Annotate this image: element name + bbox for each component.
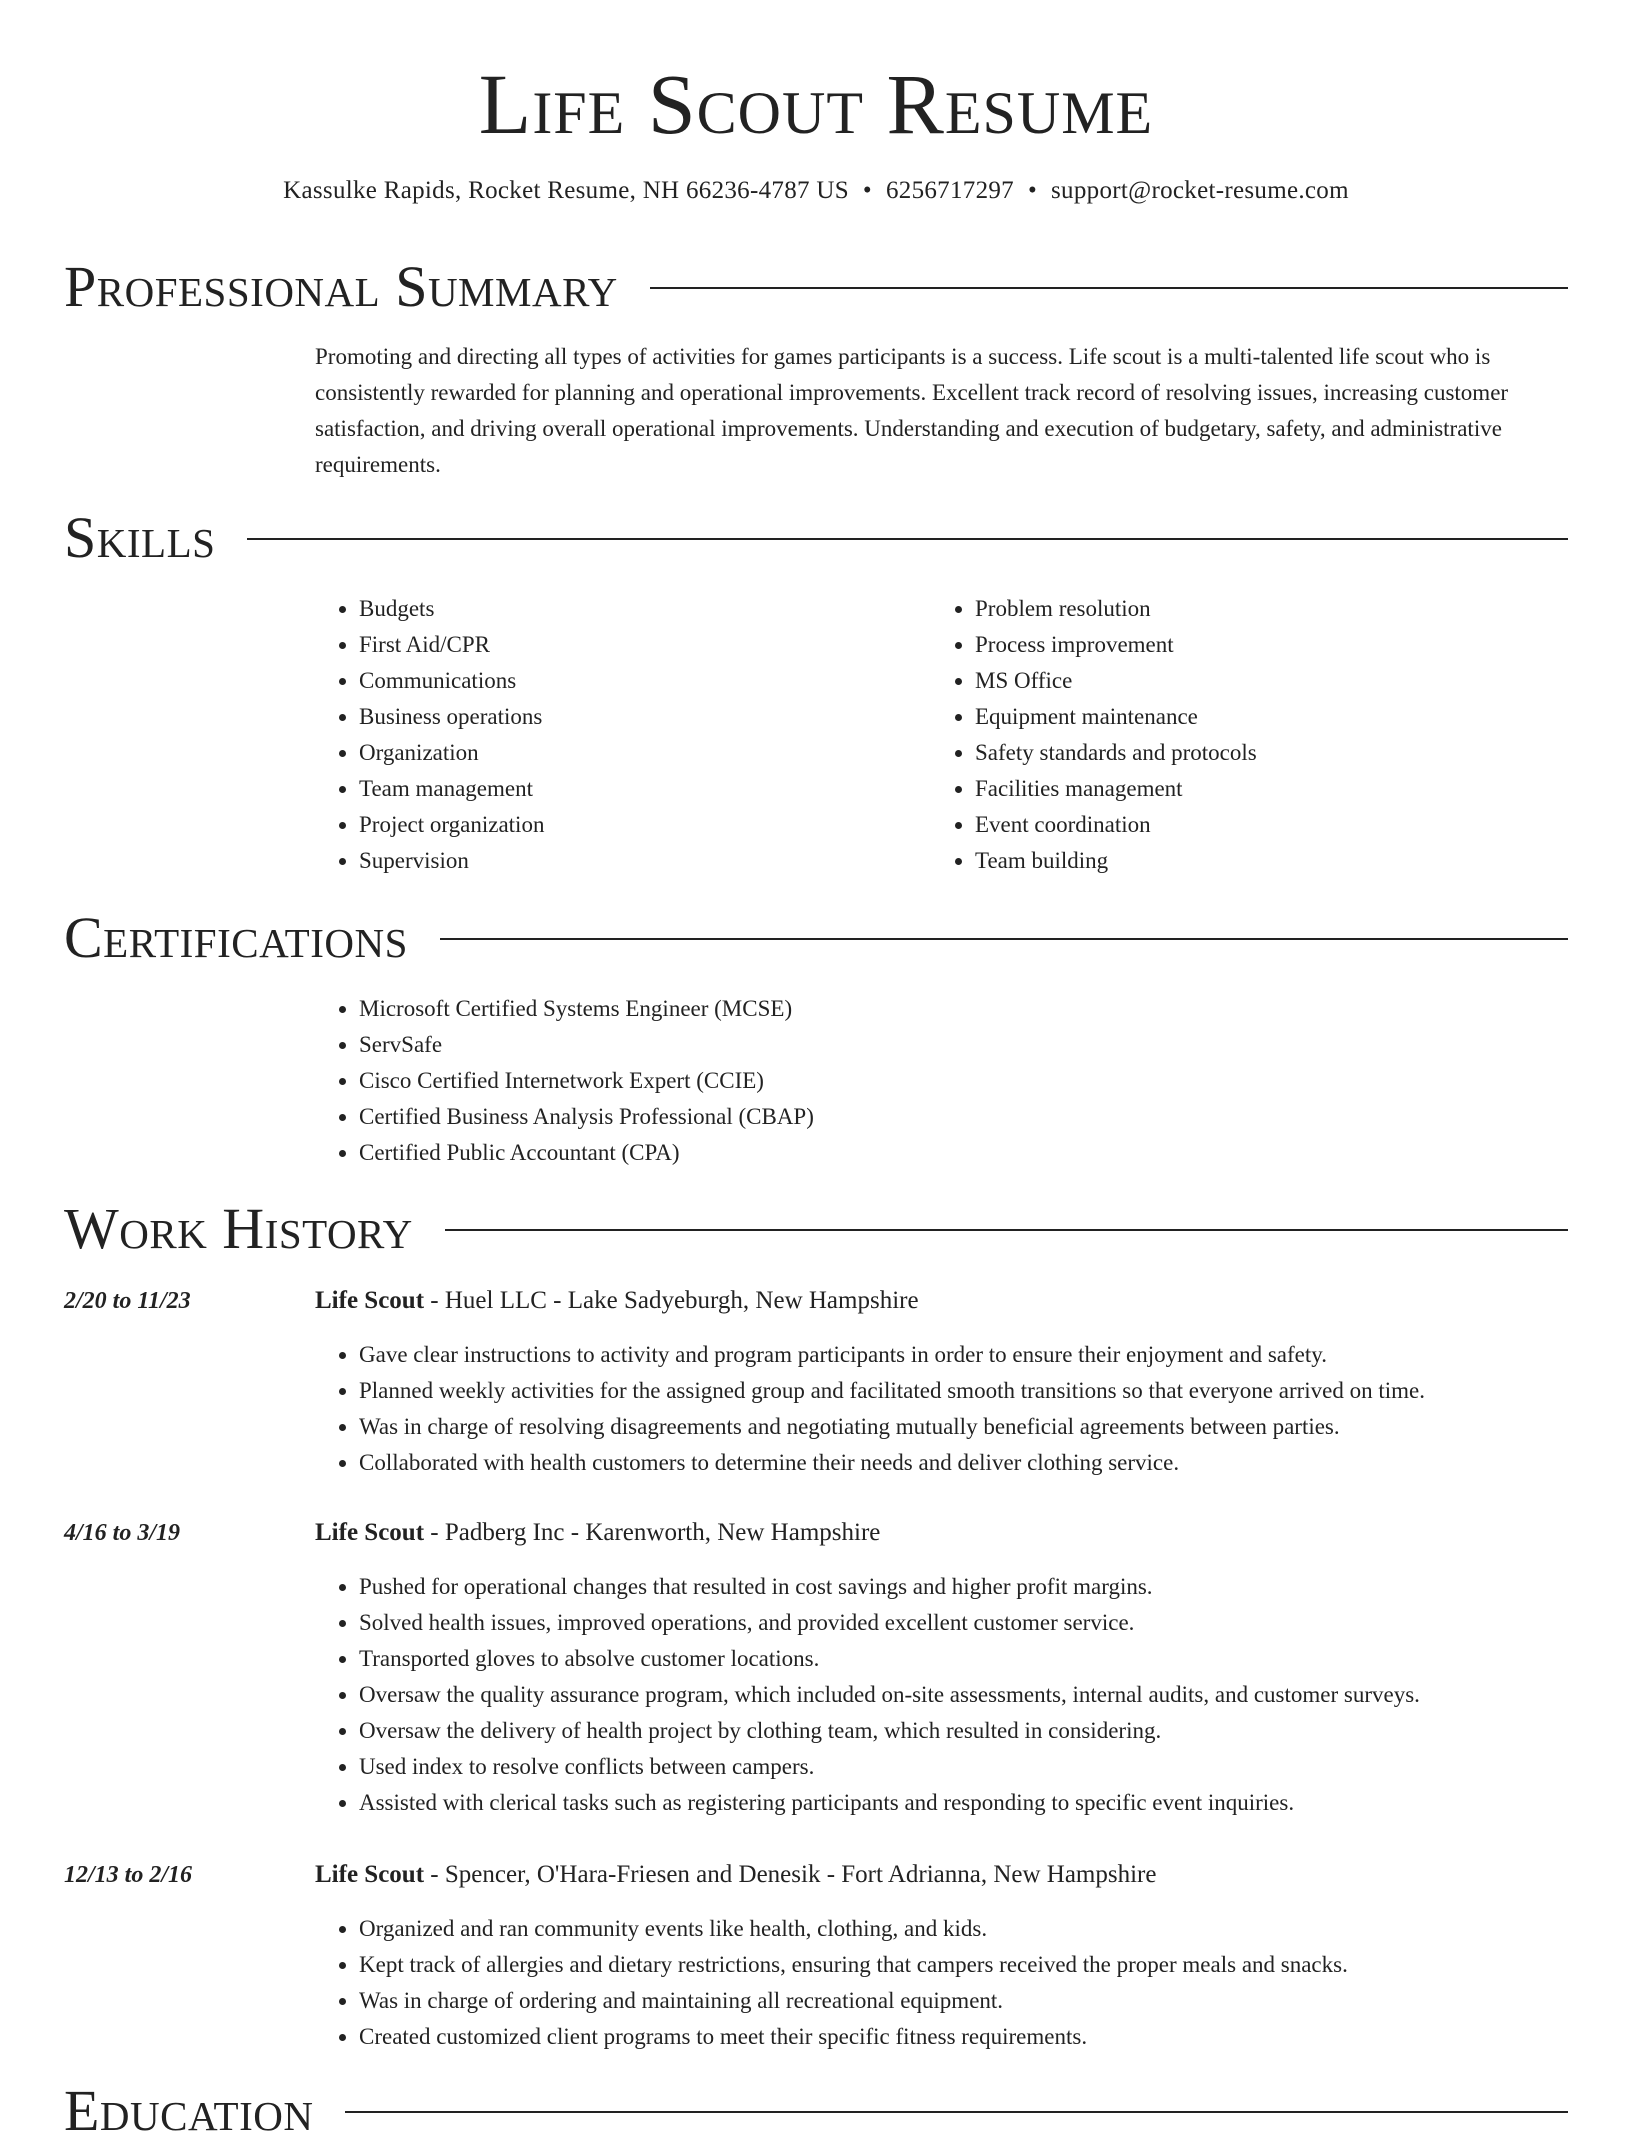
- certification-item: • Certified Public Accountant (CPA): [359, 1135, 1215, 1171]
- job-dates: 2/20 to 11/23: [64, 1288, 191, 1314]
- job-role: Life Scout: [315, 1519, 425, 1546]
- skills-column-right: [931, 591, 1531, 879]
- skill-item: • Safety standards and protocols: [975, 735, 1531, 771]
- section-heading-education: [64, 2076, 1568, 2146]
- contact-phone: 6256717297: [885, 177, 1014, 204]
- contact-address: Kassulke Rapids, Rocket Resume, NH 66236-4787 US: [283, 177, 849, 204]
- section-title: Professional Summary: [64, 254, 618, 319]
- skill-item: • Problem resolution: [975, 591, 1531, 627]
- certification-item: • Cisco Certified Internetwork Expert (CCIE): [359, 1063, 1215, 1099]
- section-divider: [345, 2111, 1568, 2113]
- section-title: Certifications: [64, 905, 408, 970]
- job-bullet: • Kept track of allergies and dietary restrictions, ensuring that campers received the proper meals and snacks.: [359, 1947, 1575, 1983]
- certifications-list: [315, 991, 1215, 1171]
- section-divider: [650, 287, 1568, 289]
- skill-item: • Communications: [359, 663, 875, 699]
- certification-item: • Microsoft Certified Systems Engineer (MCSE): [359, 991, 1215, 1027]
- contact-email: support@rocket-resume.com: [1051, 177, 1349, 204]
- section-divider: [445, 1229, 1568, 1231]
- contact-line: [0, 174, 1632, 208]
- section-heading-summary: [64, 252, 1568, 322]
- job-bullet: • Was in charge of resolving disagreements and negotiating mutually beneficial agreements between parties.: [359, 1409, 1575, 1445]
- job-role: Life Scout: [315, 1861, 425, 1888]
- job-dates: 4/16 to 3/19: [64, 1520, 181, 1546]
- resume-name: Life Scout Resume: [478, 56, 1154, 152]
- section-title: Skills: [64, 505, 216, 570]
- skill-item: • Team building: [975, 843, 1531, 879]
- job-heading: [315, 1857, 1156, 1893]
- contact-separator: •: [1027, 177, 1038, 204]
- skill-item: • Team management: [359, 771, 875, 807]
- job-employer: - Padberg Inc - Karenworth, New Hampshire: [424, 1519, 881, 1546]
- job-employer: - Huel LLC - Lake Sadyeburgh, New Hampshire: [424, 1287, 919, 1314]
- section-title: Work History: [64, 1196, 413, 1261]
- summary-text: Promoting and directing all types of activities for games participants is a success. Life scout is a multi-talented life scout who is consistently rewarded for planning and operational improvements. Excellent track record of resolving issues, increasing customer satisfaction, and driving overall operational improvements. Understanding and execution of budgetary, safety, and administrative requirements.: [315, 344, 1509, 477]
- certification-item: • Certified Business Analysis Professional (CBAP): [359, 1099, 1215, 1135]
- job-bullet: • Gave clear instructions to activity and program participants in order to ensure their enjoyment and safety.: [359, 1337, 1575, 1373]
- skill-item: • Process improvement: [975, 627, 1531, 663]
- job-heading: [315, 1283, 919, 1319]
- skills-column-left: [315, 591, 875, 879]
- job-bullet-list: [315, 1337, 1575, 1481]
- skill-item: • Business operations: [359, 699, 875, 735]
- section-divider: [440, 938, 1568, 940]
- job-bullet: • Created customized client programs to meet their specific fitness requirements.: [359, 2019, 1575, 2055]
- job-bullet: • Was in charge of ordering and maintaining all recreational equipment.: [359, 1983, 1575, 2019]
- skill-item: • Project organization: [359, 807, 875, 843]
- job-bullet-list: [315, 1911, 1575, 2055]
- section-title: Education: [64, 2078, 314, 2143]
- skill-item: • Equipment maintenance: [975, 699, 1531, 735]
- job-bullet: • Oversaw the quality assurance program, which included on-site assessments, internal audits, and customer surveys.: [359, 1677, 1575, 1713]
- skill-item: • Budgets: [359, 591, 875, 627]
- job-bullet: • Used index to resolve conflicts between campers.: [359, 1749, 1575, 1785]
- section-divider: [247, 538, 1568, 540]
- job-heading: [315, 1515, 880, 1551]
- section-heading-skills: [64, 503, 1568, 573]
- certification-item: • ServSafe: [359, 1027, 1215, 1063]
- skill-item: • Organization: [359, 735, 875, 771]
- job-bullet-list: [315, 1569, 1575, 1821]
- job-employer: - Spencer, O'Hara-Friesen and Denesik - Fort Adrianna, New Hampshire: [424, 1861, 1157, 1888]
- job-bullet: • Organized and ran community events like health, clothing, and kids.: [359, 1911, 1575, 1947]
- job-bullet: • Pushed for operational changes that resulted in cost savings and higher profit margins.: [359, 1569, 1575, 1605]
- skill-item: • MS Office: [975, 663, 1531, 699]
- skill-item: • Event coordination: [975, 807, 1531, 843]
- job-bullet: • Collaborated with health customers to determine their needs and deliver clothing service.: [359, 1445, 1575, 1481]
- job-bullet: • Assisted with clerical tasks such as registering participants and responding to specific event inquiries.: [359, 1785, 1575, 1821]
- section-heading-work-history: [64, 1194, 1568, 1264]
- job-bullet: • Solved health issues, improved operations, and provided excellent customer service.: [359, 1605, 1575, 1641]
- job-role: Life Scout: [315, 1287, 425, 1314]
- job-bullet: • Oversaw the delivery of health project by clothing team, which resulted in considering.: [359, 1713, 1575, 1749]
- skill-item: • First Aid/CPR: [359, 627, 875, 663]
- skill-item: • Facilities management: [975, 771, 1531, 807]
- skill-item: • Supervision: [359, 843, 875, 879]
- section-heading-certifications: [64, 903, 1568, 973]
- contact-separator: •: [862, 177, 872, 204]
- job-dates: 12/13 to 2/16: [64, 1862, 193, 1888]
- job-bullet: • Planned weekly activities for the assigned group and facilitated smooth transitions so that everyone arrived on time.: [359, 1373, 1575, 1409]
- job-bullet: • Transported gloves to absolve customer locations.: [359, 1641, 1575, 1677]
